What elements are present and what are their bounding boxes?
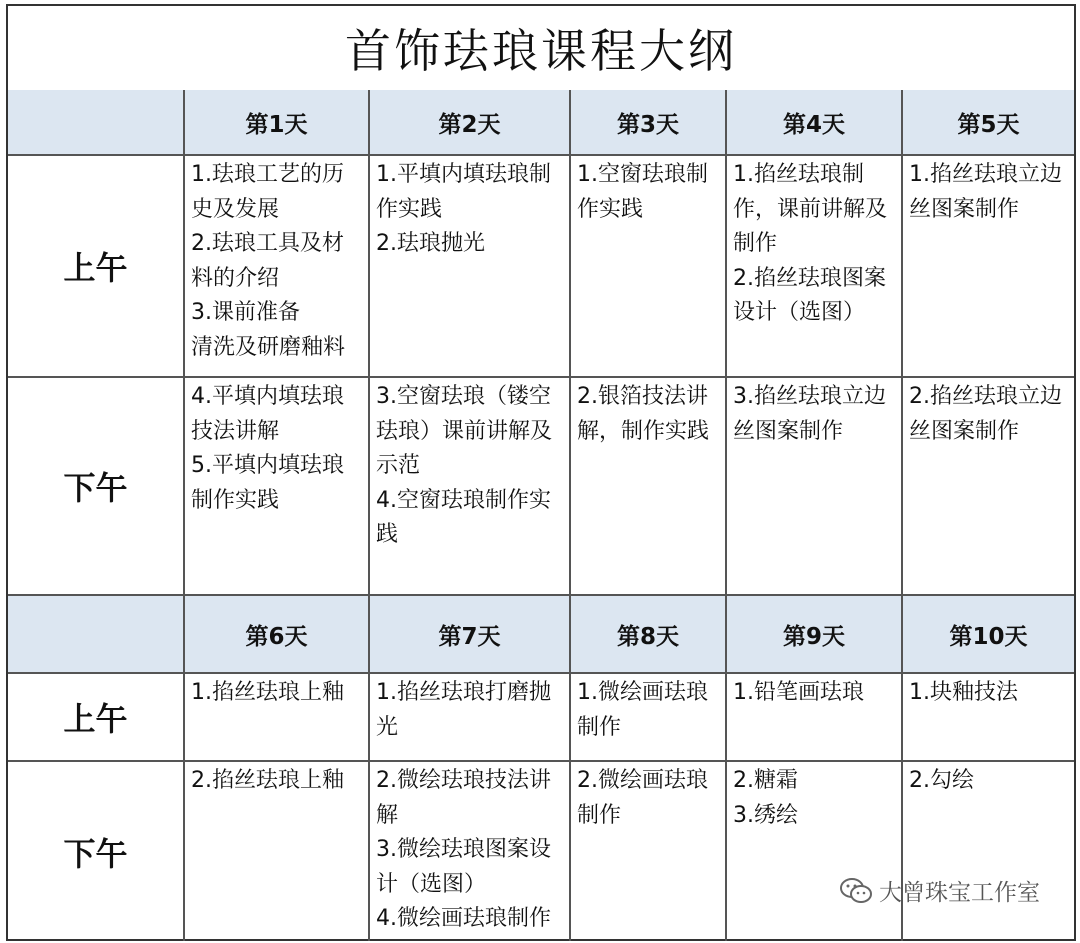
header-corner [8,596,185,674]
schedule-cell: 1.微绘画珐琅 制作 [571,674,727,762]
day-header: 第4天 [727,90,903,156]
day-header: 第5天 [903,90,1074,156]
schedule-cell: 2.银箔技法讲 解，制作实践 [571,378,727,596]
schedule-cell: 1.掐丝珐琅打磨抛 光 [370,674,571,762]
schedule-cell: 2.掐丝珐琅上釉 [185,762,370,941]
day-header: 第3天 [571,90,727,156]
schedule-cell: 1.平填内填珐琅制 作实践 2.珐琅抛光 [370,156,571,378]
wechat-icon [839,877,873,905]
row-label-pm: 下午 [8,378,185,596]
schedule-cell: 3.空窗珐琅（镂空 珐琅）课前讲解及 示范 4.空窗珐琅制作实 践 [370,378,571,596]
row-label-pm: 下午 [8,762,185,941]
schedule-cell: 1.空窗珐琅制 作实践 [571,156,727,378]
table-row [8,156,1074,378]
schedule-cell: 4.平填内填珐琅 技法讲解 5.平填内填珐琅 制作实践 [185,378,370,596]
page-title: 首饰珐琅课程大纲 [8,6,1074,92]
table-header-row [8,90,1074,156]
table-row [8,674,1074,762]
schedule-cell: 2.微绘画珐琅 制作 [571,762,727,941]
watermark-text: 大曾珠宝工作室 [879,880,1040,906]
schedule-cell: 1.铅笔画珐琅 [727,674,903,762]
syllabus-frame [6,4,1076,941]
day-header: 第7天 [370,596,571,674]
row-label-am: 上午 [8,674,185,762]
table-header-row [8,596,1074,674]
day-header: 第9天 [727,596,903,674]
schedule-cell: 2.掐丝珐琅立边 丝图案制作 [903,378,1074,596]
schedule-cell: 1.掐丝珐琅制 作，课前讲解及 制作 2.掐丝珐琅图案 设计（选图） [727,156,903,378]
schedule-cell: 2.勾绘 [909,768,974,793]
table-row [8,378,1074,596]
schedule-cell: 1.掐丝珐琅上釉 [185,674,370,762]
schedule-cell: 1.块釉技法 [903,674,1074,762]
watermark [839,874,1040,907]
schedule-cell: 2.微绘珐琅技法讲 解 3.微绘珐琅图案设 计（选图） 4.微绘画珐琅制作 [370,762,571,941]
row-label-am: 上午 [8,156,185,378]
day-header: 第2天 [370,90,571,156]
day-header: 第8天 [571,596,727,674]
schedule-cell: 2.糖霜 3.绣绘 [727,762,903,941]
schedule-cell: 3.掐丝珐琅立边 丝图案制作 [727,378,903,596]
schedule-cell: 1.掐丝珐琅立边 丝图案制作 [903,156,1074,378]
table-row [8,762,1074,941]
day-header: 第10天 [903,596,1074,674]
header-corner [8,90,185,156]
schedule-cell: 1.珐琅工艺的历 史及发展 2.珐琅工具及材 料的介绍 3.课前准备 清洗及研磨釉料 [185,156,370,378]
day-header: 第6天 [185,596,370,674]
day-header: 第1天 [185,90,370,156]
